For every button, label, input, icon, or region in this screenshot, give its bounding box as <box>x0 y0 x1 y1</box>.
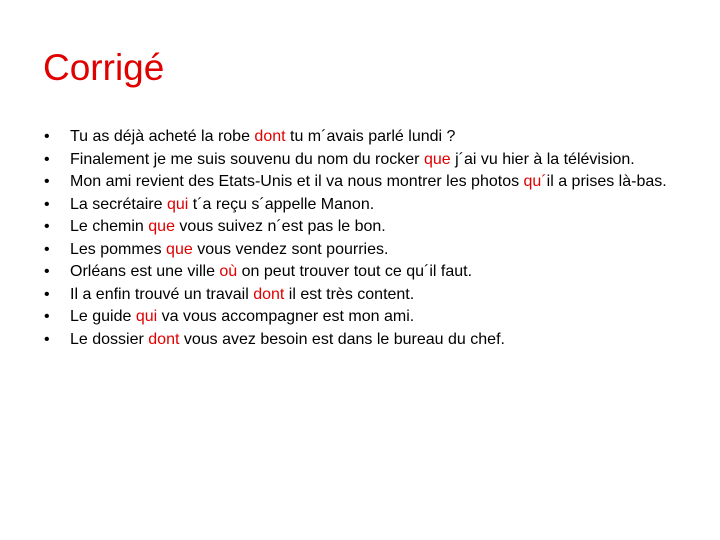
list-item <box>44 194 684 217</box>
bullet-icon: • <box>44 128 50 145</box>
sentence-text-after: il est très content. <box>284 285 415 303</box>
bullet-icon: • <box>44 150 50 168</box>
list-item <box>44 261 684 284</box>
sentence-text-before: Tu as déjà acheté la robe <box>70 128 255 145</box>
relative-pronoun: qu´ <box>523 173 547 190</box>
bullet-icon: • <box>44 195 50 213</box>
bullet-icon: • <box>44 308 50 325</box>
bullet-icon: • <box>44 263 50 280</box>
sentence-text-after: vous avez besoin est dans le bureau du chef. <box>179 330 505 348</box>
list-item <box>44 329 684 352</box>
sentence-text-before: Il a enfin trouvé un travail <box>70 285 254 303</box>
list-item <box>44 284 684 307</box>
bullet-icon: • <box>44 285 50 303</box>
relative-pronoun: où <box>219 263 238 280</box>
slide-title: Corrigé <box>43 47 165 88</box>
list-item <box>44 126 684 149</box>
sentence-text-after: j´ai vu hier à la télévision. <box>450 150 635 168</box>
list-item <box>44 306 684 329</box>
sentence-text-after: va vous accompagner est mon ami. <box>157 308 415 325</box>
sentence-text-before: Le dossier <box>70 330 149 348</box>
list-item <box>44 171 684 194</box>
sentence-text-before: Les pommes <box>70 240 167 258</box>
sentence-text-before: Mon ami revient des Etats-Unis et il va nous montrer les photos <box>70 173 524 190</box>
relative-pronoun: dont <box>254 128 286 145</box>
relative-pronoun: dont <box>253 285 285 303</box>
list-item <box>44 239 684 262</box>
relative-pronoun: que <box>148 218 175 235</box>
bullet-icon: • <box>44 173 50 190</box>
sentence-text-after: t´a reçu s´appelle Manon. <box>188 195 375 213</box>
sentence-text-before: Le guide <box>70 308 136 325</box>
sentence-text-after: on peut trouver tout ce qu´il faut. <box>237 263 473 280</box>
relative-pronoun: qui <box>135 308 158 325</box>
sentence-text-before: Finalement je me suis souvenu du nom du rocker <box>70 150 424 168</box>
bullet-list <box>44 126 684 351</box>
sentence-text-after: vous vendez sont pourries. <box>192 240 389 258</box>
relative-pronoun: dont <box>148 330 180 348</box>
sentence-text-before: La secrétaire <box>70 195 167 213</box>
bullet-icon: • <box>44 240 50 258</box>
sentence-text-after: il a prises là-bas. <box>546 173 667 190</box>
list-item <box>44 149 684 172</box>
list-item <box>44 216 684 239</box>
sentence-text-before: Le chemin <box>70 218 149 235</box>
bullet-icon: • <box>44 218 50 235</box>
relative-pronoun: qui <box>166 195 189 213</box>
sentence-text-before: Orléans est une ville <box>70 263 220 280</box>
relative-pronoun: que <box>423 150 451 168</box>
bullet-icon: • <box>44 330 50 348</box>
relative-pronoun: que <box>166 240 193 258</box>
sentence-text-after: tu m´avais parlé lundi ? <box>285 128 456 145</box>
sentence-text-after: vous suivez n´est pas le bon. <box>174 218 386 235</box>
